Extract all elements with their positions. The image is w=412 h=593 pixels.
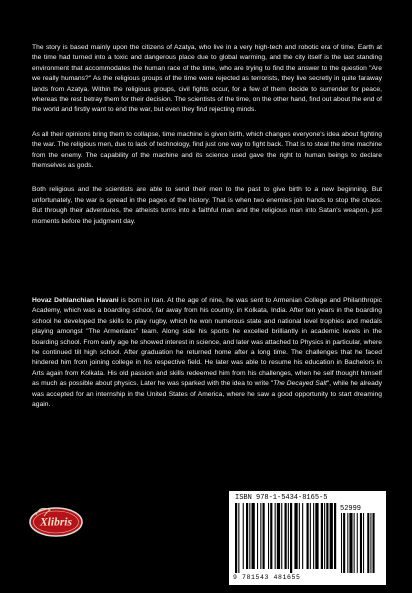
- author-name: Hovaz Dehlanchian Havani: [32, 297, 119, 304]
- bio-text-part-1: is born in Iran. At the age of nine, he was sent to Armenian College and Philanthropic Academy, which was a boarding school, far away from his country, in Kolkata, India. After ten years in the boarding school he developed the skills to play rugby, which he won numerous state and national level trophies and medals playing amongst "The Armenians" team. Along side his sports he excelled brilliantly in academic levels in the boarding school. From early age he showed interest in science, and later was attached to Physics in particular, where he continued till high school. After graduation he returned home after a long time. The challenges that he faced hindered him from joining college in his respective field. He later was able to resume his education in Bachelors in Arts again from Kolkata. His old passion and skills redeemed him from his challenges, when he self thought himself as much as possible about physics. Later he was sparked with the idea to write ": [32, 297, 382, 388]
- author-bio-paragraph: [32, 296, 382, 410]
- xlibris-logo-icon: [28, 501, 84, 541]
- synopsis-paragraph-3: Both religious and the scientists are able to send their men to the past to give birth to a new beginning. But unfortunately, the war is spread in the pages of the history. That is when two enemies join hands to stop the chaos. But through their adventures, the atheists turns into a faithful man and the religious man into Satan's weapon, just moments before the judgment day.: [32, 186, 382, 225]
- author-bio: [32, 296, 382, 410]
- logo-text: Xlibris: [40, 516, 72, 529]
- publisher-logo: [28, 501, 84, 541]
- synopsis-paragraph-1: The story is based mainly upon the citizens of Azatya, who live in a very high-tech and robotic era of time. Earth at the time had turned into a toxic and dangerous place due to global warming, and the city itself is the last standing environment that accommodates the human race of the time, who are trying to find the answer to the question "Are we really humans?" As the religious groups of the time were rejected as terrorists, they live secretly in quite faraway lands from Azatya. Within the religious groups, civil fights occur, for a few of them decide to surrender for peace, whereas the rest betray them for their decision. The scientists of the time, on the other hand, find out about the end of the world and firstly want to end the war, but even they find rejecting minds.: [32, 44, 382, 114]
- isbn-barcode: [229, 491, 386, 585]
- bio-text-part-2: ", while he already was accepted for an internship in the United States of America, where he saw a good opportunity to start dreaming again.: [32, 380, 382, 409]
- barcode-bars: [233, 503, 382, 573]
- book-title: The Decayed Salt: [273, 380, 327, 388]
- ean-digits: 9 781543 481655: [233, 574, 301, 581]
- synopsis: [32, 43, 382, 241]
- synopsis-paragraph-2: As all their opinions bring them to collapse, time machine is given birth, which changes everyone's idea about fighting the war. The religious men, due to lack of technology, find just one way to fight back. That is to steal the time machine from the enemy. The capability of the machine and its science used gave the right to human beings to declare themselves as gods.: [32, 130, 382, 170]
- price-addon-code: 52999: [340, 505, 362, 513]
- isbn-label: ISBN 978-1-5434-8165-5: [235, 494, 328, 502]
